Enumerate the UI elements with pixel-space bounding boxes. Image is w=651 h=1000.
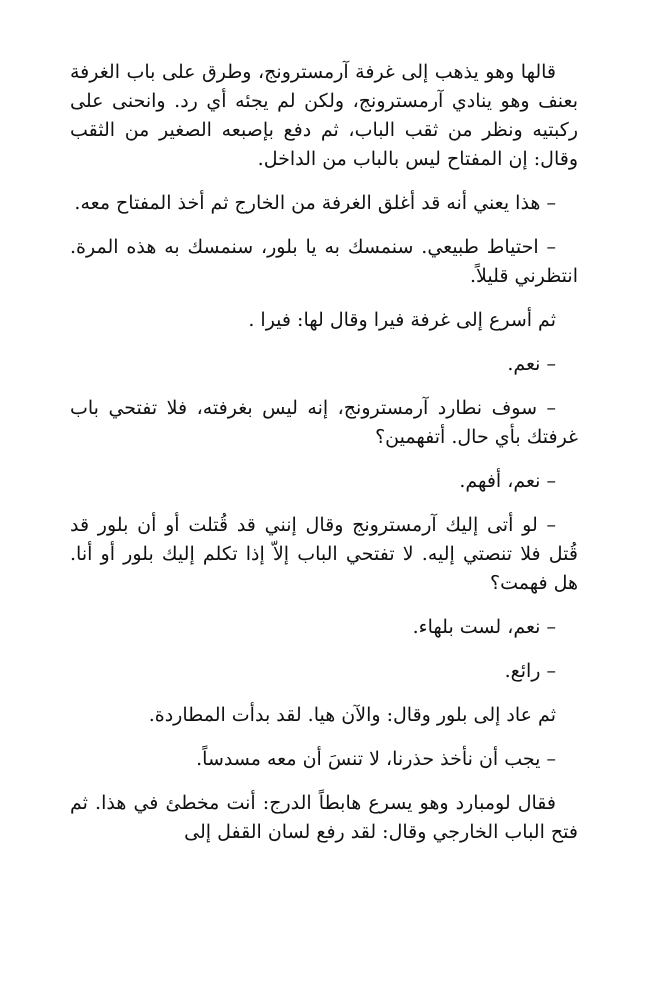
paragraph: – نعم. [507,353,556,375]
paragraph: – هذا يعني أنه قد أغلق الغرفة من الخارج ثم أخذ المفتاح معه. [74,192,556,214]
book-page-text [70,58,578,859]
paragraph: – لو أتى إليك آرمسترونج وقال إنني قد قُتلت أو أن بلور قد قُتل فلا تنصتي إليه. لا تفتحي الباب إلاّ إذا تكلم إليك بلور أو أنا. هل فهمت؟ [70,514,578,594]
paragraph: قالها وهو يذهب إلى غرفة آرمسترونج، وطرق على باب الغرفة بعنف وهو ينادي آرمسترونج، ولكن لم يجئه أي رد. وانحنى على ركبتيه ونظر من ثقب الباب، ثم دفع بإصبعه الصغير من الثقب وقال: إن المفتاح ليس بالباب من الداخل. [70,61,578,170]
paragraph: – يجب أن نأخذ حذرنا، لا تنسَ أن معه مسدساً. [196,748,556,770]
paragraph: – نعم، لست بلهاء. [412,616,556,638]
paragraph: – رائع. [504,660,556,682]
paragraph: ثم أسرع إلى غرفة فيرا وقال لها: فيرا . [248,309,556,331]
paragraph: – احتياط طبيعي. سنمسك به يا بلور، سنمسك به هذه المرة. انتظرني قليلاً. [70,236,578,287]
paragraph: – سوف نطارد آرمسترونج، إنه ليس بغرفته، فلا تفتحي باب غرفتك بأي حال. أتفهمين؟ [70,397,578,448]
paragraph: ثم عاد إلى بلور وقال: والآن هيا. لقد بدأت المطاردة. [148,704,556,726]
paragraph: – نعم، أفهم. [459,470,556,492]
paragraph: فقال لومبارد وهو يسرع هابطاً الدرج: أنت مخطئ في هذا. ثم فتح الباب الخارجي وقال: لقد رفع لسان القفل إلى [70,792,578,843]
